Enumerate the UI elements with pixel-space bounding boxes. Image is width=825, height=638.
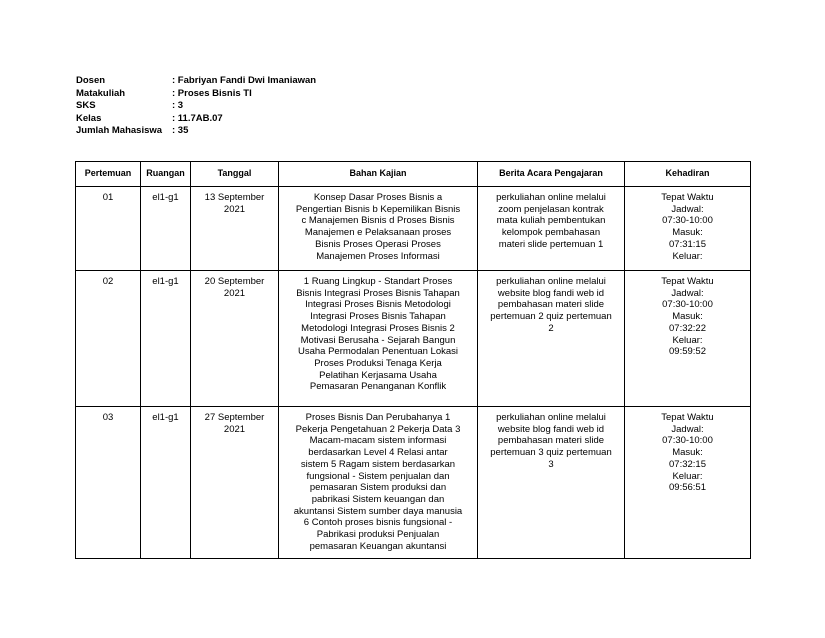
- cell-line: Bisnis Integrasi Proses Bisnis Tahapan: [296, 287, 460, 299]
- cell-line: mata kuliah pembentukan: [496, 215, 606, 227]
- cell-kehadiran: [625, 271, 751, 407]
- cell-berita-acara: [478, 187, 625, 271]
- cell-line: 2021: [223, 287, 246, 299]
- cell-line: 07:32:22: [669, 322, 706, 334]
- info-value: : 11.7AB.07: [172, 112, 223, 124]
- cell-line: 09:59:52: [669, 346, 706, 358]
- cell-line: 2021: [223, 423, 246, 435]
- info-row-kelas: [76, 113, 316, 126]
- cell-line: Bisnis Proses Operasi Proses: [315, 238, 441, 250]
- cell-line: Metodologi Integrasi Proses Bisnis 2: [301, 322, 455, 334]
- column-header-tanggal: Tanggal: [191, 162, 279, 187]
- cell-line: akuntansi Sistem sumber daya manusia: [293, 505, 463, 517]
- column-header-bahan-kajian: Bahan Kajian: [279, 162, 478, 187]
- info-row-matakuliah: [76, 88, 316, 101]
- info-row-sks: [76, 100, 316, 113]
- info-value: : Proses Bisnis TI: [172, 87, 252, 99]
- cell-line: zoom penjelasan kontrak: [498, 203, 604, 215]
- cell-ruangan: el1-g1: [141, 187, 191, 271]
- cell-line: Keluar:: [672, 470, 703, 482]
- cell-line: Masuk:: [672, 447, 703, 459]
- info-label: SKS: [76, 100, 96, 111]
- cell-line: fungsional - Sistem penjualan dan: [306, 470, 450, 482]
- cell-line: perkuliahan online melalui: [496, 192, 606, 203]
- cell-line: website blog fandi web id: [497, 423, 605, 435]
- cell-line: 07:31:15: [669, 238, 706, 250]
- cell-line: pembahasan materi slide: [497, 299, 605, 311]
- cell-bahan-kajian: [279, 407, 478, 559]
- cell-line: 07:30-10:00: [662, 215, 713, 227]
- cell-line: Konsep Dasar Proses Bisnis a: [313, 192, 443, 203]
- cell-line: Integrasi Proses Bisnis Tahapan: [310, 311, 446, 323]
- cell-berita-acara: [478, 271, 625, 407]
- column-header-berita-acara: Berita Acara Pengajaran: [478, 162, 625, 187]
- cell-line: 07:32:15: [669, 458, 706, 470]
- cell-line: Motivasi Berusaha - Sejarah Bangun: [300, 334, 456, 346]
- cell-kehadiran: [625, 407, 751, 559]
- cell-pertemuan: 03: [76, 407, 141, 559]
- cell-line: 2: [548, 322, 554, 334]
- cell-pertemuan: 02: [76, 271, 141, 407]
- cell-line: berdasarkan Level 4 Relasi antar: [308, 447, 448, 459]
- cell-line: sistem 5 Ragam sistem berdasarkan: [300, 458, 456, 470]
- cell-line: Keluar:: [672, 250, 703, 262]
- cell-line: Integrasi Proses Bisnis Metodologi: [305, 299, 451, 311]
- cell-line: kelompok pembahasan: [501, 227, 601, 239]
- cell-line: 20 September: [204, 276, 265, 287]
- info-value: : Fabriyan Fandi Dwi Imaniawan: [172, 75, 317, 86]
- cell-kehadiran: [625, 187, 751, 271]
- cell-line: Pemasaran Penanganan Konflik: [309, 381, 447, 393]
- cell-line: Pabrikasi produksi Penjualan: [316, 529, 440, 541]
- cell-line: Jadwal:: [671, 203, 704, 215]
- cell-line: pembahasan materi slide: [497, 435, 605, 447]
- cell-line: Tepat Waktu: [661, 192, 714, 203]
- cell-line: Jadwal:: [671, 287, 704, 299]
- cell-line: 07:30-10:00: [662, 435, 713, 447]
- cell-line: Proses Bisnis Dan Perubahanya 1: [305, 412, 451, 423]
- table-header-row: [76, 162, 751, 187]
- cell-bahan-kajian: [279, 271, 478, 407]
- cell-line: 1 Ruang Lingkup - Standart Proses: [303, 276, 453, 287]
- cell-line: Jadwal:: [671, 423, 704, 435]
- cell-line: Keluar:: [672, 334, 703, 346]
- cell-line: Pelatihan Kerjasama Usaha: [319, 369, 437, 381]
- table-row: [76, 407, 751, 559]
- cell-tanggal: [191, 271, 279, 407]
- cell-line: Manajemen e Pelaksanaan proses: [304, 227, 452, 239]
- cell-line: pemasaran Keuangan akuntansi: [309, 540, 447, 552]
- course-info: [76, 75, 316, 138]
- column-header-kehadiran: Kehadiran: [625, 162, 751, 187]
- cell-line: 27 September: [204, 412, 265, 423]
- column-header-ruangan: Ruangan: [141, 162, 191, 187]
- cell-line: 07:30-10:00: [662, 299, 713, 311]
- cell-line: pertemuan 2 quiz pertemuan: [490, 311, 612, 323]
- cell-line: Masuk:: [672, 311, 703, 323]
- cell-tanggal: [191, 187, 279, 271]
- attendance-table: [75, 161, 751, 559]
- info-label: Kelas: [76, 112, 102, 124]
- table-row: [76, 271, 751, 407]
- cell-line: Tepat Waktu: [661, 412, 714, 423]
- cell-ruangan: el1-g1: [141, 271, 191, 407]
- cell-line: materi slide pertemuan 1: [498, 238, 604, 250]
- cell-line: 6 Contoh proses bisnis fungsional -: [303, 517, 453, 529]
- cell-line: Manajemen Proses Informasi: [316, 250, 440, 262]
- info-value: : 3: [172, 100, 184, 111]
- cell-ruangan: el1-g1: [141, 407, 191, 559]
- cell-berita-acara: [478, 407, 625, 559]
- info-value: : 35: [172, 125, 189, 136]
- cell-tanggal: [191, 407, 279, 559]
- column-header-pertemuan: Pertemuan: [76, 162, 141, 187]
- cell-line: Tepat Waktu: [661, 276, 714, 287]
- cell-bahan-kajian: [279, 187, 478, 271]
- cell-line: website blog fandi web id: [497, 287, 605, 299]
- cell-line: Pengertian Bisnis b Kepemilikan Bisnis: [295, 203, 461, 215]
- cell-line: Proses Produksi Tenaga Kerja: [314, 357, 442, 369]
- cell-line: 13 September: [204, 192, 265, 203]
- info-row-dosen: [76, 75, 316, 88]
- cell-pertemuan: 01: [76, 187, 141, 271]
- cell-line: pabrikasi Sistem keuangan dan: [311, 493, 445, 505]
- cell-line: pertemuan 3 quiz pertemuan: [490, 447, 612, 459]
- info-label: Jumlah Mahasiswa: [76, 125, 163, 136]
- info-row-jumlah-mahasiswa: [76, 125, 316, 138]
- cell-line: Usaha Permodalan Penentuan Lokasi: [297, 346, 459, 358]
- info-label: Dosen: [76, 75, 106, 86]
- cell-line: 2021: [223, 203, 246, 215]
- cell-line: Macam-macam sistem informasi: [309, 435, 447, 447]
- info-label: Matakuliah: [76, 87, 126, 99]
- table-row: [76, 187, 751, 271]
- cell-line: 3: [548, 458, 554, 470]
- cell-line: pemasaran Sistem produksi dan: [309, 482, 447, 494]
- cell-line: Pekerja Pengetahuan 2 Pekerja Data 3: [295, 423, 461, 435]
- cell-line: perkuliahan online melalui: [496, 412, 606, 423]
- cell-line: 09:56:51: [669, 482, 706, 494]
- cell-line: perkuliahan online melalui: [496, 276, 606, 287]
- cell-line: c Manajemen Bisnis d Proses Bisnis: [301, 215, 455, 227]
- cell-line: Masuk:: [672, 227, 703, 239]
